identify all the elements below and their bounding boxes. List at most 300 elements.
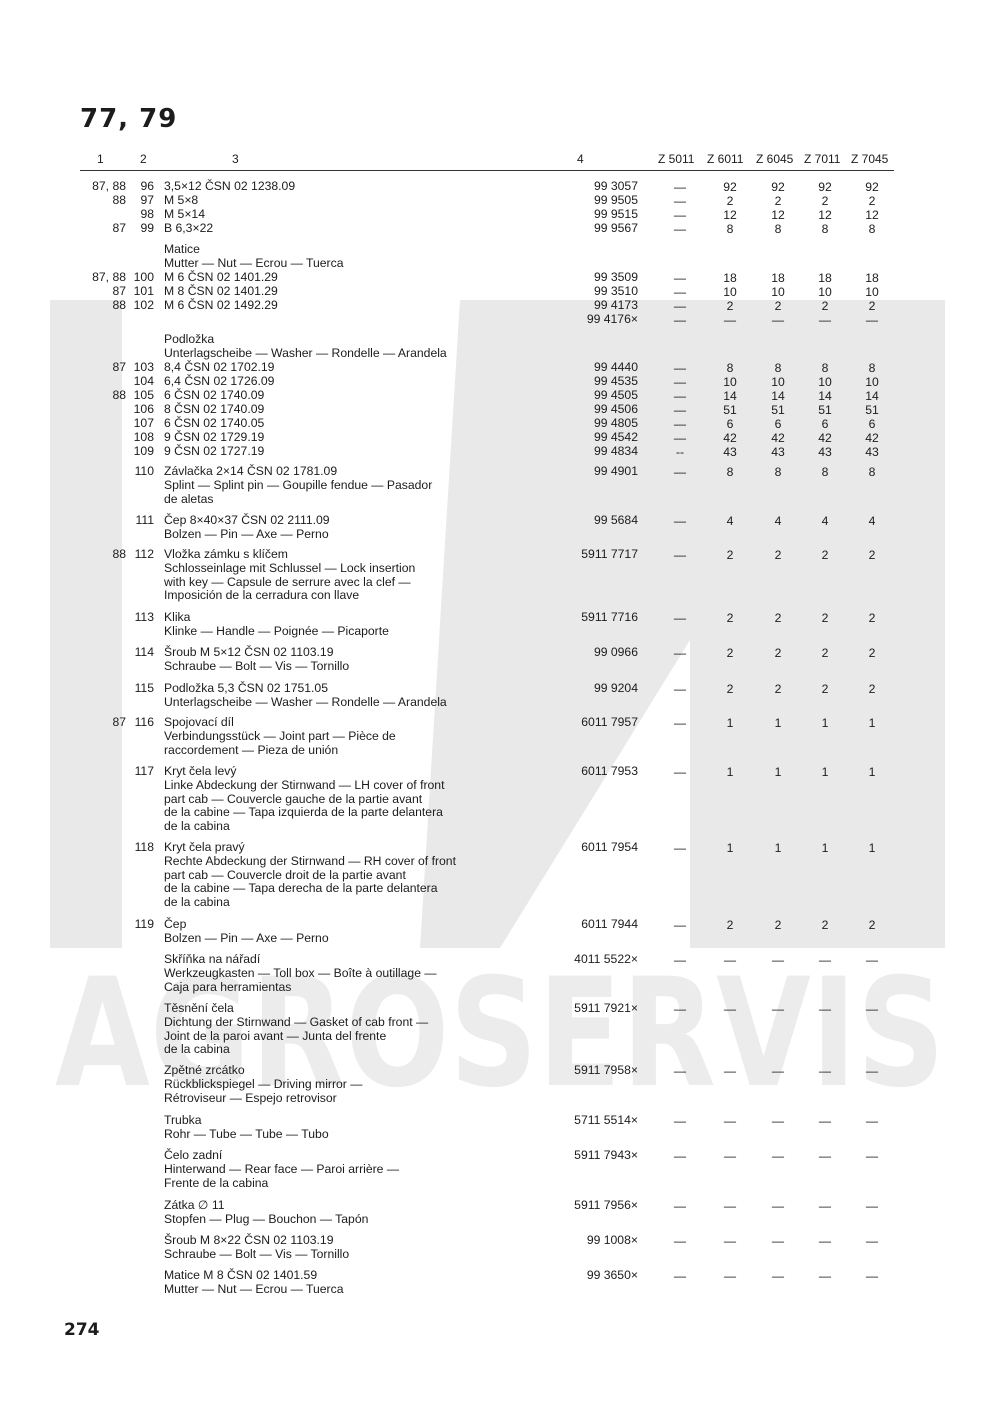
part-number: 99 4535 [593, 374, 638, 388]
quantity-cell: — [723, 1149, 737, 1163]
description-line: Matice M 8 ČSN 02 1401.59 [164, 1268, 318, 1282]
description-line: Zátka ∅ 11 [164, 1198, 225, 1212]
quantity-cell: 1 [726, 716, 734, 730]
description-line: M 8 ČSN 02 1401.29 [164, 284, 278, 298]
quantity-cell: 1 [868, 716, 876, 730]
quantity-cell: 14 [818, 389, 832, 403]
part-number: 99 4542 [593, 430, 638, 444]
position-number: 118 [134, 840, 154, 854]
quantity-cell: — [673, 194, 687, 208]
quantity-cell: — [673, 1199, 687, 1213]
description-line: Čep 8×40×37 ČSN 02 2111.09 [164, 513, 330, 527]
description-line: Čelo zadní [164, 1148, 223, 1162]
quantity-cell: 8 [868, 361, 876, 375]
quantity-cell: — [673, 389, 687, 403]
quantity-cell: 2 [774, 918, 782, 932]
quantity-cell: — [673, 1064, 687, 1078]
description-line: Caja para herramientas [164, 979, 292, 994]
quantity-cell: 1 [774, 716, 782, 730]
column-header-1: 1 [97, 152, 104, 166]
position-number: 108 [133, 430, 154, 444]
quantity-cell: — [673, 953, 687, 967]
quantity-cell: — [865, 1064, 879, 1078]
description-line: Šroub M 5×12 ČSN 02 1103.19 [164, 645, 334, 659]
quantity-cell: 12 [865, 208, 879, 222]
description-line: Verbindungsstück — Joint part — Pièce de [164, 728, 396, 743]
part-number: 99 3510 [593, 284, 638, 298]
quantity-cell: — [771, 1114, 785, 1128]
quantity-cell: — [865, 313, 879, 327]
part-number: 6011 7953 [581, 764, 638, 778]
description-line: Šroub M 8×22 ČSN 02 1103.19 [164, 1233, 334, 1247]
description-line: Frente de la cabina [164, 1175, 269, 1190]
column-header-3: 3 [232, 152, 239, 166]
quantity-cell: — [673, 765, 687, 779]
position-number: 103 [133, 360, 154, 374]
column-header-z5011: Z 5011 [658, 152, 695, 166]
quantity-cell: 42 [818, 431, 832, 445]
figure-ref: 88 [112, 193, 126, 207]
quantity-cell: 43 [818, 445, 832, 459]
quantity-cell: — [818, 1234, 832, 1248]
description-line: Linke Abdeckung der Stirnwand — LH cover of front [164, 777, 445, 792]
header-rule [80, 170, 894, 171]
quantity-cell: — [673, 1002, 687, 1016]
position-number: 119 [134, 917, 154, 931]
quantity-cell: 2 [774, 611, 782, 625]
quantity-cell: — [865, 1199, 879, 1213]
part-number: 6011 7944 [581, 917, 638, 931]
position-number: 97 [140, 193, 154, 207]
quantity-cell: — [673, 611, 687, 625]
column-header-z6045: Z 6045 [756, 152, 794, 166]
quantity-cell: — [723, 1114, 737, 1128]
quantity-cell: — [673, 313, 687, 327]
quantity-cell: 92 [818, 180, 832, 194]
quantity-cell: 1 [821, 841, 829, 855]
quantity-cell: 10 [723, 285, 737, 299]
quantity-cell: — [865, 953, 879, 967]
quantity-cell: 8 [868, 222, 876, 236]
description-line: Rechte Abdeckung der Stirnwand — RH cover of front [164, 853, 456, 868]
quantity-cell: — [673, 180, 687, 194]
description-line: with key — Capsule de serrure avec la clef — [164, 574, 411, 589]
quantity-cell: 10 [771, 285, 785, 299]
column-header-4: 4 [577, 152, 584, 166]
description-line: Rückblickspiegel — Driving mirror — [164, 1076, 363, 1091]
position-number: 101 [133, 284, 154, 298]
quantity-cell: 1 [726, 841, 734, 855]
quantity-cell: 4 [774, 514, 782, 528]
part-number: 99 4901 [593, 464, 638, 478]
quantity-cell: 43 [771, 445, 785, 459]
description-line: Werkzeugkasten — Toll box — Boîte à outillage — [164, 965, 437, 980]
quantity-cell: — [723, 313, 737, 327]
quantity-cell: 2 [868, 194, 876, 208]
quantity-cell: — [673, 514, 687, 528]
quantity-cell: 18 [865, 271, 879, 285]
quantity-cell: — [673, 222, 687, 236]
description-line: Těsnění čela [164, 1001, 234, 1015]
quantity-cell: — [673, 299, 687, 313]
description-line: 6,4 ČSN 02 1726.09 [164, 374, 275, 388]
quantity-cell: 14 [865, 389, 879, 403]
position-number: 102 [133, 298, 154, 312]
quantity-cell: 92 [723, 180, 737, 194]
description-line: M 5×8 [164, 193, 199, 207]
quantity-cell: — [673, 1149, 687, 1163]
quantity-cell: — [673, 431, 687, 445]
quantity-cell: — [673, 682, 687, 696]
quantity-cell: 4 [868, 514, 876, 528]
quantity-cell: 8 [726, 222, 734, 236]
quantity-cell: 2 [774, 548, 782, 562]
quantity-cell: 2 [868, 682, 876, 696]
quantity-cell: — [865, 1114, 879, 1128]
part-number: 5911 7956× [574, 1198, 638, 1212]
position-number: 98 [140, 207, 154, 221]
description-line: Imposición de la cerradura con llave [164, 588, 360, 603]
quantity-cell: 2 [726, 548, 734, 562]
position-number: 113 [134, 610, 154, 624]
quantity-cell: 4 [821, 514, 829, 528]
description-line: Spojovací díl [164, 715, 234, 729]
description-line: raccordement — Pieza de unión [164, 742, 339, 757]
figure-ref: 87 [112, 284, 126, 298]
quantity-cell: 6 [726, 417, 734, 431]
quantity-cell: — [673, 646, 687, 660]
quantity-cell: 2 [868, 611, 876, 625]
quantity-cell: — [818, 953, 832, 967]
column-header-z6011: Z 6011 [707, 152, 744, 166]
description-line: de aletas [164, 491, 214, 506]
quantity-cell: 10 [818, 285, 832, 299]
quantity-cell: 2 [774, 194, 782, 208]
quantity-cell: 2 [821, 646, 829, 660]
description-line: M 5×14 [164, 207, 205, 221]
description-line: de la cabine — Tapa izquierda de la parte delantera [164, 805, 443, 820]
position-number: 96 [140, 179, 154, 193]
quantity-cell: — [818, 1114, 832, 1128]
description-line: Kryt čela pravý [164, 840, 245, 854]
description-line: 3,5×12 ČSN 02 1238.09 [164, 179, 296, 193]
quantity-cell: 1 [821, 765, 829, 779]
quantity-cell: 92 [865, 180, 879, 194]
quantity-cell: — [771, 1149, 785, 1163]
position-number: 117 [134, 764, 154, 778]
position-number: 115 [134, 681, 154, 695]
description-line: 8,4 ČSN 02 1702.19 [164, 360, 275, 374]
position-number: 114 [134, 645, 154, 659]
description-line: Rohr — Tube — Tube — Tubo [164, 1126, 329, 1141]
description-line: Unterlagscheibe — Washer — Rondelle — Arandela [164, 345, 447, 360]
figure-ref: 87, 88 [92, 179, 126, 193]
description-line: M 6 ČSN 02 1492.29 [164, 298, 278, 312]
description-line: Hinterwand — Rear face — Paroi arrière — [164, 1161, 400, 1176]
quantity-cell: 43 [723, 445, 737, 459]
quantity-cell: 12 [723, 208, 737, 222]
position-number: 112 [134, 547, 154, 561]
figure-ref: 88 [112, 298, 126, 312]
quantity-cell: 1 [774, 841, 782, 855]
description-line: Schlosseinlage mit Schlussel — Lock insertion [164, 560, 416, 575]
quantity-cell: — [723, 1234, 737, 1248]
description-line: 9 ČSN 02 1729.19 [164, 430, 265, 444]
quantity-cell: — [673, 716, 687, 730]
quantity-cell: — [673, 208, 687, 222]
figure-ref: 87 [112, 221, 126, 235]
part-number: 6011 7957 [581, 715, 638, 729]
quantity-cell: 51 [865, 403, 879, 417]
quantity-cell: 42 [771, 431, 785, 445]
quantity-cell: — [771, 313, 785, 327]
description-line: Bolzen — Pin — Axe — Perno [164, 526, 329, 541]
description-line: Klinke — Handle — Poignée — Picaporte [164, 623, 389, 638]
part-number: 99 9515 [593, 207, 638, 221]
quantity-cell: — [673, 465, 687, 479]
part-number: 99 1008× [586, 1233, 638, 1247]
description-line: Zpětné zrcátko [164, 1063, 245, 1077]
description-line: part cab — Couvercle droit de la partie avant [164, 867, 406, 882]
quantity-cell: 92 [771, 180, 785, 194]
figure-ref: 87 [112, 715, 126, 729]
description-line: Vložka zámku s klíčem [164, 547, 288, 561]
description-line: 6 ČSN 02 1740.09 [164, 388, 265, 402]
quantity-cell: — [865, 1269, 879, 1283]
description-line: de la cabina [164, 1042, 230, 1057]
part-number: 99 4440 [593, 360, 638, 374]
figure-ref: 88 [112, 388, 126, 402]
quantity-cell: 51 [818, 403, 832, 417]
part-number: 99 9204 [593, 681, 638, 695]
quantity-cell: — [818, 1269, 832, 1283]
figure-ref: 88 [112, 547, 126, 561]
description-line: de la cabina [164, 895, 230, 910]
quantity-cell: 1 [774, 765, 782, 779]
quantity-cell: — [865, 1149, 879, 1163]
quantity-cell: — [673, 285, 687, 299]
quantity-cell: 2 [868, 548, 876, 562]
part-number: 99 9505 [593, 193, 638, 207]
quantity-cell: 43 [865, 445, 879, 459]
part-number: 99 9567 [593, 221, 638, 235]
quantity-cell: 2 [821, 611, 829, 625]
watermark-text: AGROSERVIS [55, 947, 945, 1121]
position-number: 107 [133, 416, 154, 430]
quantity-cell: — [818, 1199, 832, 1213]
quantity-cell: — [865, 1234, 879, 1248]
description-line: 6 ČSN 02 1740.05 [164, 416, 265, 430]
position-number: 110 [134, 464, 154, 478]
description-line: Matice [164, 242, 200, 256]
quantity-cell: — [673, 918, 687, 932]
quantity-cell: 6 [774, 417, 782, 431]
quantity-cell: 1 [868, 841, 876, 855]
position-number: 109 [133, 444, 154, 458]
quantity-cell: 10 [771, 375, 785, 389]
quantity-cell: 8 [774, 222, 782, 236]
quantity-cell: — [771, 1269, 785, 1283]
description-line: Mutter — Nut — Ecrou — Tuerca [164, 1281, 344, 1296]
quantity-cell: — [818, 313, 832, 327]
description-line: 8 ČSN 02 1740.09 [164, 402, 265, 416]
part-number: 99 4834 [593, 444, 638, 458]
description-line: Unterlagscheibe — Washer — Rondelle — Arandela [164, 694, 447, 709]
quantity-cell: 2 [868, 299, 876, 313]
description-line: Trubka [164, 1113, 202, 1127]
page-number-bottom: 274 [64, 1320, 100, 1340]
part-number: 99 3509 [593, 270, 638, 284]
quantity-cell: — [673, 1234, 687, 1248]
quantity-cell: — [673, 841, 687, 855]
part-number: 5911 7921× [574, 1001, 638, 1015]
quantity-cell: — [723, 1269, 737, 1283]
part-number: 5711 5514× [574, 1113, 638, 1127]
quantity-cell: — [723, 953, 737, 967]
quantity-cell: 51 [723, 403, 737, 417]
description-line: Schraube — Bolt — Vis — Tornillo [164, 1246, 350, 1261]
quantity-cell: 10 [865, 375, 879, 389]
quantity-cell: — [818, 1064, 832, 1078]
quantity-cell: 2 [821, 548, 829, 562]
description-line: Schraube — Bolt — Vis — Tornillo [164, 658, 350, 673]
figure-ref: 87, 88 [92, 270, 126, 284]
quantity-cell: 2 [774, 682, 782, 696]
quantity-cell: 8 [774, 465, 782, 479]
quantity-cell: 1 [821, 716, 829, 730]
quantity-cell: 8 [868, 465, 876, 479]
quantity-cell: — [673, 548, 687, 562]
quantity-cell: 10 [865, 285, 879, 299]
part-number: 5911 7717 [581, 547, 638, 561]
description-line: Klika [164, 610, 191, 624]
quantity-cell: 2 [821, 682, 829, 696]
quantity-cell: — [673, 1269, 687, 1283]
quantity-cell: -- [675, 445, 685, 459]
quantity-cell: — [723, 1199, 737, 1213]
quantity-cell: 8 [726, 465, 734, 479]
quantity-cell: — [818, 1149, 832, 1163]
quantity-cell: 6 [821, 417, 829, 431]
position-number: 100 [133, 270, 154, 284]
column-header-z7045: Z 7045 [851, 152, 889, 166]
description-line: Závlačka 2×14 ČSN 02 1781.09 [164, 464, 338, 478]
quantity-cell: 10 [723, 375, 737, 389]
quantity-cell: 2 [868, 646, 876, 660]
description-line: 9 ČSN 02 1727.19 [164, 444, 265, 458]
quantity-cell: — [673, 271, 687, 285]
part-number: 99 5684 [593, 513, 638, 527]
quantity-cell: 8 [821, 465, 829, 479]
quantity-cell: — [673, 417, 687, 431]
quantity-cell: 8 [821, 361, 829, 375]
quantity-cell: 1 [726, 765, 734, 779]
part-number: 5911 7958× [574, 1063, 638, 1077]
quantity-cell: — [771, 953, 785, 967]
quantity-cell: 10 [818, 375, 832, 389]
quantity-cell: — [723, 1064, 737, 1078]
quantity-cell: — [771, 1199, 785, 1213]
quantity-cell: 1 [868, 765, 876, 779]
description-line: Stopfen — Plug — Bouchon — Tapón [164, 1211, 369, 1226]
position-number: 111 [135, 513, 154, 527]
description-line: M 6 ČSN 02 1401.29 [164, 270, 278, 284]
quantity-cell: — [771, 1064, 785, 1078]
position-number: 104 [133, 374, 154, 388]
quantity-cell: — [723, 1002, 737, 1016]
part-number: 99 4173 [593, 298, 638, 312]
quantity-cell: — [673, 375, 687, 389]
description-line: Joint de la paroi avant — Junta del frente [164, 1028, 387, 1043]
position-number: 99 [140, 221, 154, 235]
quantity-cell: 14 [771, 389, 785, 403]
quantity-cell: 2 [821, 299, 829, 313]
column-header-z7011: Z 7011 [804, 152, 841, 166]
part-number: 99 3057 [593, 179, 638, 193]
position-number: 105 [133, 388, 154, 402]
quantity-cell: 18 [723, 271, 737, 285]
part-number: 6011 7954 [581, 840, 638, 854]
description-line: de la cabine — Tapa derecha de la parte delantera [164, 881, 438, 896]
part-number: 99 3650× [586, 1268, 638, 1282]
quantity-cell: 18 [771, 271, 785, 285]
page-number-top: 77, 79 [80, 104, 178, 134]
quantity-cell: — [771, 1002, 785, 1016]
column-header-2: 2 [140, 152, 147, 166]
description-line: Skříňka na nářadí [164, 952, 261, 966]
part-number: 5911 7716 [581, 610, 638, 624]
description-line: Splint — Splint pin — Goupille fendue — Pasador [164, 477, 433, 492]
description-line: Podložka 5,3 ČSN 02 1751.05 [164, 681, 328, 695]
quantity-cell: — [865, 1002, 879, 1016]
part-number: 99 4176× [586, 312, 638, 326]
quantity-cell: 18 [818, 271, 832, 285]
quantity-cell: 8 [821, 222, 829, 236]
description-line: B 6,3×22 [164, 221, 214, 235]
quantity-cell: 2 [726, 299, 734, 313]
quantity-cell: 42 [865, 431, 879, 445]
quantity-cell: 2 [726, 611, 734, 625]
quantity-cell: 6 [868, 417, 876, 431]
quantity-cell: 2 [774, 646, 782, 660]
quantity-cell: 2 [821, 918, 829, 932]
quantity-cell: 8 [726, 361, 734, 375]
figure-ref: 87 [112, 360, 126, 374]
part-number: 4011 5522× [574, 952, 638, 966]
quantity-cell: 2 [726, 646, 734, 660]
description-line: Bolzen — Pin — Axe — Perno [164, 930, 329, 945]
description-line: Rétroviseur — Espejo retrovisor [164, 1090, 337, 1105]
description-line: part cab — Couvercle gauche de la partie avant [164, 791, 423, 806]
description-line: Mutter — Nut — Ecrou — Tuerca [164, 255, 344, 270]
quantity-cell: 2 [726, 194, 734, 208]
quantity-cell: 12 [818, 208, 832, 222]
part-number: 99 4506 [593, 402, 638, 416]
quantity-cell: — [818, 1002, 832, 1016]
quantity-cell: 42 [723, 431, 737, 445]
description-line: Kryt čela levý [164, 764, 237, 778]
quantity-cell: 4 [726, 514, 734, 528]
position-number: 116 [134, 715, 154, 729]
quantity-cell: — [673, 1114, 687, 1128]
quantity-cell: — [673, 403, 687, 417]
quantity-cell: 2 [726, 682, 734, 696]
quantity-cell: 51 [771, 403, 785, 417]
description-line: Dichtung der Stirnwand — Gasket of cab front — [164, 1014, 429, 1029]
part-number: 5911 7943× [574, 1148, 638, 1162]
part-number: 99 4505 [593, 388, 638, 402]
quantity-cell: 2 [726, 918, 734, 932]
